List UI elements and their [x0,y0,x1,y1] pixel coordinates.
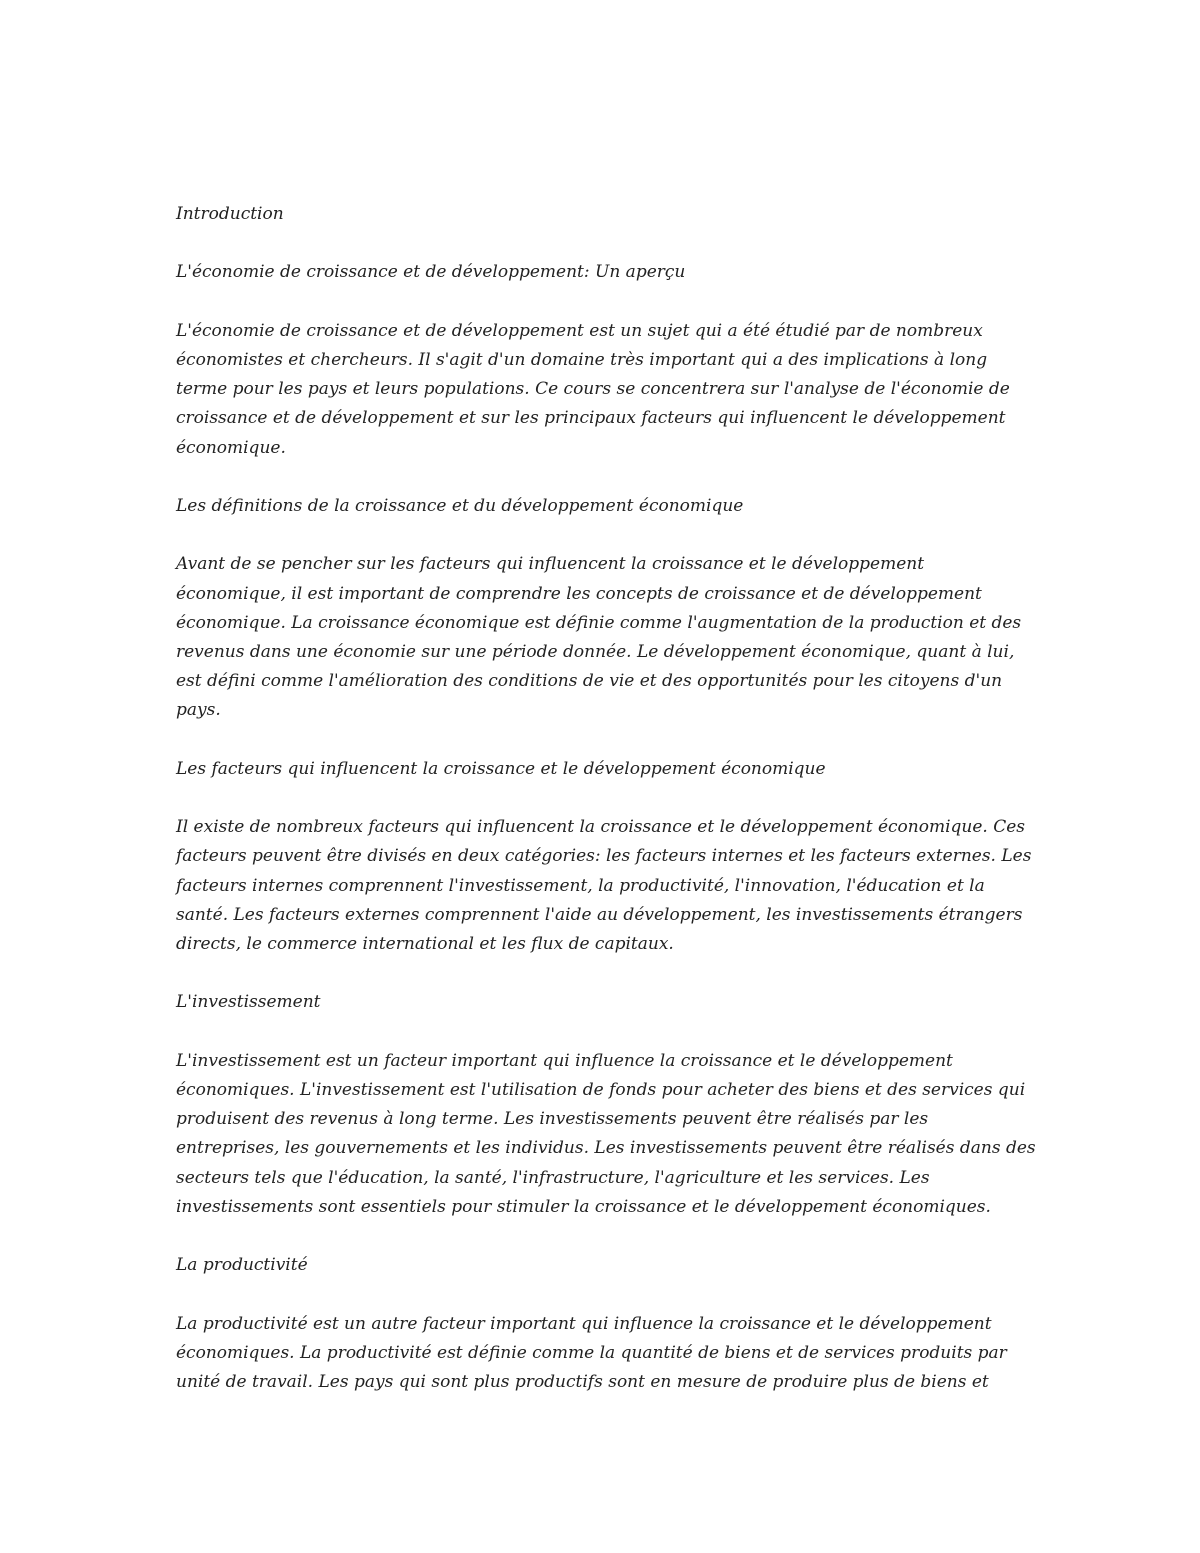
paragraph-overview: L'économie de croissance et de développement est un sujet qui a été étudié par de nombreux économistes et chercheurs. Il s'agit d'un domaine très important qui a des implications à long terme pour les pays et leurs populations. Ce cours se concentrera sur l'analyse de l'économie de croissance et de développement et sur les principaux facteurs qui influencent le développement économique. [176,320,1010,458]
heading-overview: L'économie de croissance et de développement: Un aperçu [176,262,686,283]
heading-productivity: La productivité [176,1255,308,1276]
paragraph-productivity: La productivité est un autre facteur important qui influence la croissance et le développement économiques. La productivité est définie comme la quantité de biens et de services produits par unité de travail. Les pays qui sont plus productifs sont en mesure de produire plus de biens et [176,1313,1007,1392]
paragraph-investment: L'investissement est un facteur important qui influence la croissance et le développement économiques. L'investissement est l'utilisation de fonds pour acheter des biens et des services qui produisent des revenus à long terme. Les investissements peuvent être réalisés par les entreprises, les gouvernements et les individus. Les investissements peuvent être réalisés dans des secteurs tels que l'éducation, la santé, l'infrastructure, l'agriculture et les services. Les investissements sont essentiels pour stimuler la croissance et le développement économiques. [176,1050,1036,1217]
heading-factors: Les facteurs qui influencent la croissance et le développement économique [176,758,826,779]
heading-definitions: Les définitions de la croissance et du développement économique [176,495,744,516]
heading-introduction: Introduction [176,204,284,224]
heading-investment: L'investissement [176,992,321,1013]
paragraph-factors: Il existe de nombreux facteurs qui influencent la croissance et le développement économique. Ces facteurs peuvent être divisés en deux catégories: les facteurs internes et les facteurs externes. Les facteurs internes comprennent l'investissement, la productivité, l'innovation, l'éducation et la santé. Les facteurs externes comprennent l'aide au développement, les investissements étrangers directs, le commerce international et les flux de capitaux. [176,817,1032,954]
document-body [176,200,1036,1397]
paragraph-definitions: Avant de se pencher sur les facteurs qui influencent la croissance et le développement économique, il est important de comprendre les concepts de croissance et de développement économique. La croissance économique est définie comme l'augmentation de la production et des revenus dans une économie sur une période donnée. Le développement économique, quant à lui, est défini comme l'amélioration des conditions de vie et des opportunités pour les citoyens d'un pays. [176,554,1022,721]
